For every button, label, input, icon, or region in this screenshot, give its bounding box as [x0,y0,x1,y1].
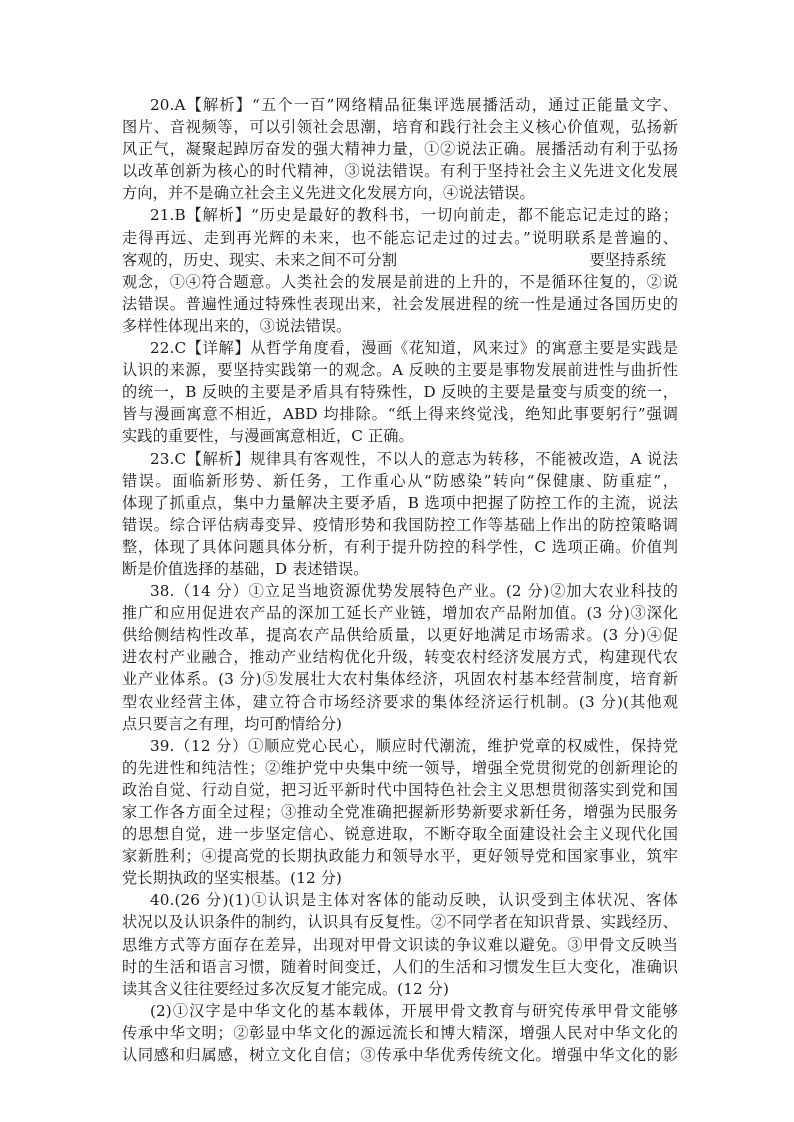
text-line: 法错误。普遍性通过特殊性表现出来，社会发展进程的统一性是通过各国历史的 [122,294,678,313]
text-line: 实践的重要性，与漫画寓意相近，C 正确。 [122,427,414,446]
text-line: 推广和应用促进农产品的深加工延长产业链，增加农产品附加值。(3 分)③深化 [122,604,678,623]
text-line: 的先进性和纯洁性；②维护党中央集中统一领导，增强全党贯彻党的创新理论的 [122,758,678,777]
text-line: 以改革创新为核心的时代精神，③说法错误。有利于坚持社会主义先进文化发展 [122,162,678,181]
text-line: 38.（14 分）①立足当地资源优势发展特色产业。(2 分)②加大农业科技的 [150,582,678,601]
text-line: 20.A【解析】“五个一百”网络精品征集评选展播活动，通过正能量文字、 [150,96,678,114]
text-line: 22.C【详解】从哲学角度看，漫画《花知道，风来过》的寓意主要是实践是 [150,339,678,358]
answer-text-body [122,94,678,1066]
text-line: 观念，①④符合题意。人类社会的发展是前进的上升的，不是循环往复的，②说 [122,272,678,291]
text-line: 党长期执政的坚实根基。(12 分) [122,869,342,888]
text-line: 断是价值选择的基础，D 表述错误。 [122,559,369,578]
text-line: 型农业经营主体，建立符合市场经济要求的集体经济运行机制。(3 分)(其他观 [122,692,678,711]
text-line: 供给侧结构性改革，提高农产品供给质量，以更好地满足市场需求。(3 分)④促 [122,626,678,645]
text-line: 认同感和归属感，树立文化自信；③传承中华优秀传统文化。增强中华文化的影 [122,1046,678,1065]
text-line: 进农村产业融合，推动产业结构优化升级，转变农村经济发展方式，构建现代农 [122,648,678,667]
text-line: 状况以及认识条件的制约，认识具有反复性。②不同学者在知识背景、实践经历、 [122,913,678,932]
text-line: 图片、音视频等，可以引领社会思潮，培育和践行社会主义核心价值观，弘扬新 [122,118,678,137]
text-line: 认识的来源，要坚持实践第一的观念。A 反映的主要是事物发展前进性与曲折性 [122,361,678,380]
text-line: 政治自觉、行动自觉，把习近平新时代中国特色社会主义思想贯彻落实到党和国 [122,780,678,799]
text-line: 家新胜利；④提高党的长期执政能力和领导水平，更好领导党和国家事业，筑牢 [122,847,678,866]
text-line: 39.（12 分）①顺应党心民心，顺应时代潮流，维护党章的权威性，保持党 [150,736,678,755]
text-line: 传承中华文明；②彰显中华文化的源远流长和博大精深，增强人民对中华文化的 [122,1023,678,1042]
text-line: 错误。面临新形势、新任务，工作重心从“防感染”转向“保健康、防重症”， [122,471,678,490]
text-line-part: 要坚持系统 [589,250,666,269]
text-line: 思维方式等方面存在差异，出现对甲骨文识读的争议难以避免。③甲骨文反映当 [122,935,678,954]
text-line: 错误。综合评估病毒变异、疫情形势和我国防控工作等基础上作出的防控策略调 [122,515,678,534]
text-line: 40.(26 分)(1)①认识是主体对客体的能动反映，认识受到主体状况、客体 [150,891,678,910]
text-line: 读其含义往往要经过多次反复才能完成。(12 分) [122,979,449,998]
text-line: 方向，并不是确立社会主义先进文化发展方向，④说法错误。 [122,184,535,203]
text-line: 的思想自觉，进一步坚定信心、锐意进取，不断夺取全面建设社会主义现代化国 [122,825,678,844]
text-line: 风正气，凝聚起踔厉奋发的强大精神力量，①②说法正确。展播活动有利于弘扬 [122,140,678,159]
text-line: 业产业体系。(3 分)⑤发展壮大农村集体经济，巩固农村基本经营制度，培育新 [122,670,678,689]
text-line: 皆与漫画寓意不相近，ABD 均排除。“纸上得来终觉浅，绝知此事要躬行”强调 [122,405,678,424]
text-line: 时的生活和语言习惯，随着时间变迁，人们的生活和习惯发生巨大变化，准确识 [122,957,678,976]
text-line: 整，体现了具体问题具体分析，有利于提升防控的科学性，C 选项正确。价值判 [122,537,678,556]
text-line [122,249,678,271]
text-line-part: 客观的，历史、现实、未来之间不可分割 [122,250,398,269]
text-line: 23.C【解析】规律具有客观性，不以人的意志为转移，不能被改造，A 说法 [150,449,678,468]
text-line: 21.B【解析】“历史是最好的教科书，一切向前走，都不能忘记走过的路； [150,206,678,225]
text-line: 体现了抓重点，集中力量解决主要矛盾，B 选项中把握了防控工作的主流，说法 [122,493,678,512]
text-line: 的统一，B 反映的主要是矛盾具有特殊性，D 反映的主要是量变与质变的统一， [122,383,678,402]
text-line: 家工作各方面全过程；③推动全党准确把握新形势新要求新任务，增强为民服务 [122,803,678,821]
text-line: 多样性体现出来的，③说法错误。 [122,316,352,335]
text-line: 点只要言之有理，均可酌情给分) [122,714,343,733]
text-line: 走得再远、走到再光辉的未来，也不能忘记走过的过去。”说明联系是普遍的、 [122,228,678,247]
text-line: (2)①汉字是中华文化的基本载体，开展甲骨文教育与研究传承甲骨文能够 [150,1001,678,1020]
